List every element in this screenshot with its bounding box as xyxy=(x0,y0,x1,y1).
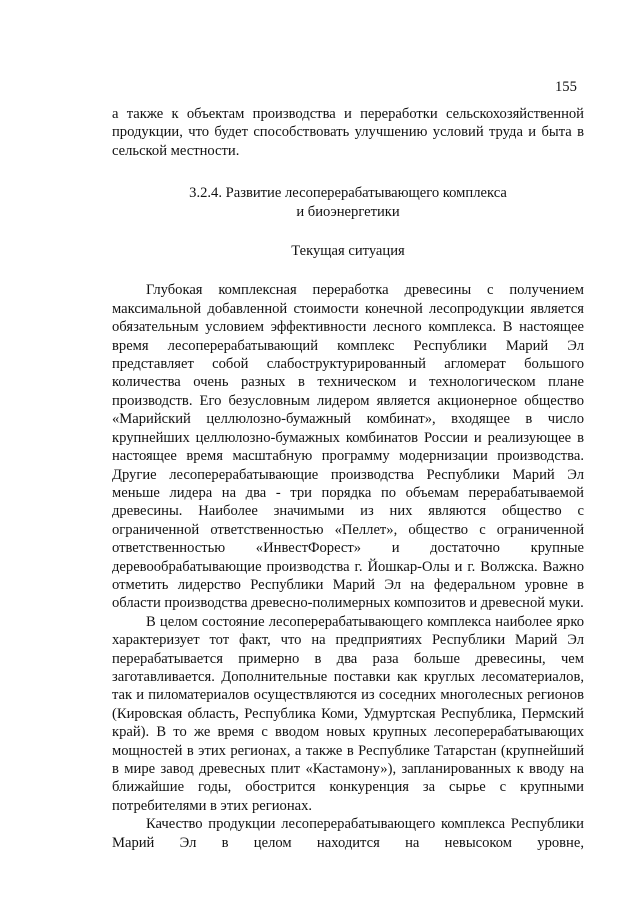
document-page xyxy=(112,80,584,852)
body-paragraph-1: Глубокая комплексная переработка древесины с получением максимальной добавленной стоимости конечной лесопродукции является обязательным условием эффективности лесного комплекса. В настоящее время лесоперерабатывающий комплекс Республики Марий Эл представляет собой слабоструктурированный агломерат большого количества очень разных в техническом и технологическом плане производств. Его безусловным лидером является акционерное общество «Марийский целлюлозно-бумажный комбинат», входящее в число крупнейших целлюлозно-бумажных комбинатов России и реализующее в настоящее время масштабную программу модернизации производства. Другие лесоперерабатывающие производства Республики Марий Эл меньше лидера на два - три порядка по объемам перерабатываемой древесины. Наиболее значимыми из них являются общество с ограниченной ответственностью «Пеллет», общество с ограниченной ответственностью «ИнвестФорест» и достаточно крупные деревообрабатывающие производства г. Йошкар-Олы и г. Волжска. Важно отметить лидерство Республики Марий Эл на федеральном уровне в области производства древесно-полимерных композитов и древесной муки. xyxy=(112,282,584,612)
intro-paragraph: а также к объектам производства и переработки сельскохозяйственной продукции, что будет способствовать улучшению условий труда и быта в сельской местности. xyxy=(112,106,584,159)
section-subheading: Текущая ситуация xyxy=(291,243,405,260)
section-heading xyxy=(112,184,584,221)
page-number: 155 xyxy=(555,79,577,95)
body-paragraph-3: Качество продукции лесоперерабатывающего комплекса Республики Марий Эл в целом находится на невысоком уровне, xyxy=(112,816,584,851)
section-heading-line2: и биоэнергетики xyxy=(296,203,400,220)
section-heading-line1: 3.2.4. Развитие лесоперерабатывающего комплекса xyxy=(189,185,507,202)
body-paragraph-2: В целом состояние лесоперерабатывающего комплекса наиболее ярко характеризует тот факт, что на предприятиях Республики Марий Эл перерабатывается примерно в два раза больше древесины, чем заготавливается. Дополнительные поставки как круглых лесоматериалов, так и пиломатериалов осуществляются из соседних многолесных регионов (Кировская область, Республика Коми, Удмуртская Республика, Пермский край). В то же время с вводом новых крупных лесоперерабатывающих мощностей в этих регионах, а также в Республике Татарстан (крупнейший в мире завод древесных плит «Кастамону»), запланированных к вводу на ближайшие годы, обострится конкуренция за сырье с крупными потребителями в этих регионах. xyxy=(112,613,584,814)
